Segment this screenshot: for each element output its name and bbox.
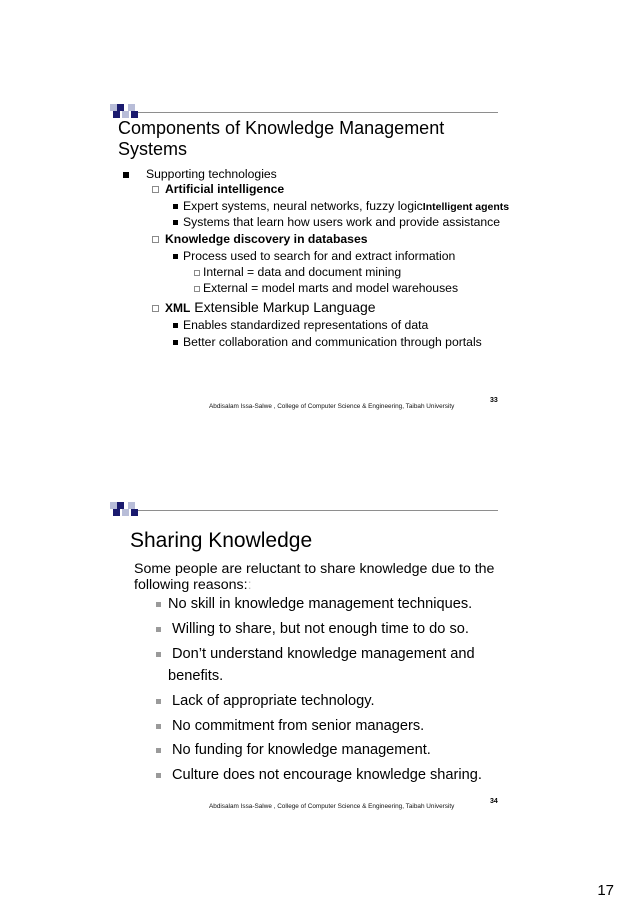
list-item: No skill in knowledge management techniques. xyxy=(168,596,473,612)
kdd-sub1: Internal = data and document mining xyxy=(203,265,402,279)
xml-abbr: XML xyxy=(165,301,191,315)
slide2-footer: Abdisalam Issa-Salwe , College of Computer Science & Engineering, Taibah University xyxy=(209,803,455,810)
slide2-page-number: 34 xyxy=(490,798,498,805)
kdd-sub2: External = model marts and model warehouses xyxy=(203,281,459,295)
list-item: Don’t understand knowledge management and xyxy=(172,646,475,662)
bullet-box-icon xyxy=(152,236,159,243)
list-item: No funding for knowledge management. xyxy=(172,742,431,758)
bullet-square-icon xyxy=(156,773,161,778)
xml-heading xyxy=(165,299,376,317)
ai-item1 xyxy=(183,199,509,215)
bullet-box-icon xyxy=(194,270,200,276)
bullet-square-icon xyxy=(173,340,178,345)
bullet-square-icon xyxy=(156,652,161,657)
xml-heading-text: Extensible Markup Language xyxy=(194,299,376,315)
ai-item1-text: Expert systems, neural networks, fuzzy logic xyxy=(183,199,423,213)
bullet-square-icon xyxy=(156,602,161,607)
bullet-box-icon xyxy=(194,286,200,292)
bullet-square-icon xyxy=(173,204,178,209)
kdd-item1: Process used to search for and extract information xyxy=(183,249,456,263)
kdd-heading: Knowledge discovery in databases xyxy=(165,232,368,246)
slide2-decoration xyxy=(110,502,140,520)
bullet-box-icon xyxy=(152,186,159,193)
bullet-square-icon xyxy=(156,724,161,729)
list-item: Lack of appropriate technology. xyxy=(172,693,375,709)
bullet-square-icon xyxy=(156,627,161,632)
list-item: No commitment from senior managers. xyxy=(172,718,425,734)
slide1-title-rule xyxy=(138,112,498,113)
bullet-square-icon xyxy=(173,220,178,225)
list-item-continuation: benefits. xyxy=(168,668,224,684)
ai-heading: Artificial intelligence xyxy=(165,182,285,196)
bullet-square-icon xyxy=(156,748,161,753)
slide1-page-number: 33 xyxy=(490,397,498,404)
slide1-footer: Abdisalam Issa-Salwe , College of Computer Science & Engineering, Taibah University xyxy=(209,403,455,410)
xml-item2: Better collaboration and communication through portals xyxy=(183,335,482,349)
document-page-number: 17 xyxy=(597,882,614,899)
xml-item1: Enables standardized representations of data xyxy=(183,318,429,332)
slide1-level1: Supporting technologies xyxy=(146,167,277,181)
slide2-intro-faint: : xyxy=(247,577,252,593)
slide2-intro-text: Some people are reluctant to share knowledge due to the following reasons: xyxy=(134,561,495,593)
slide2-title: Sharing Knowledge xyxy=(130,529,313,552)
ai-item2: Systems that learn how users work and provide assistance xyxy=(183,215,501,229)
bullet-square-icon xyxy=(173,254,178,259)
bullet-square-icon xyxy=(173,323,178,328)
ai-item1-suffix: Intelligent agents xyxy=(422,201,510,213)
bullet-box-icon xyxy=(152,305,159,312)
slide1-title: Components of Knowledge Management Systems xyxy=(118,118,445,159)
slide2-title-rule xyxy=(138,510,498,511)
slide2-intro xyxy=(134,561,514,593)
bullet-square-icon xyxy=(123,172,129,178)
bullet-square-icon xyxy=(156,699,161,704)
list-item: Culture does not encourage knowledge sharing. xyxy=(172,767,482,783)
list-item: Willing to share, but not enough time to do so. xyxy=(172,621,469,637)
